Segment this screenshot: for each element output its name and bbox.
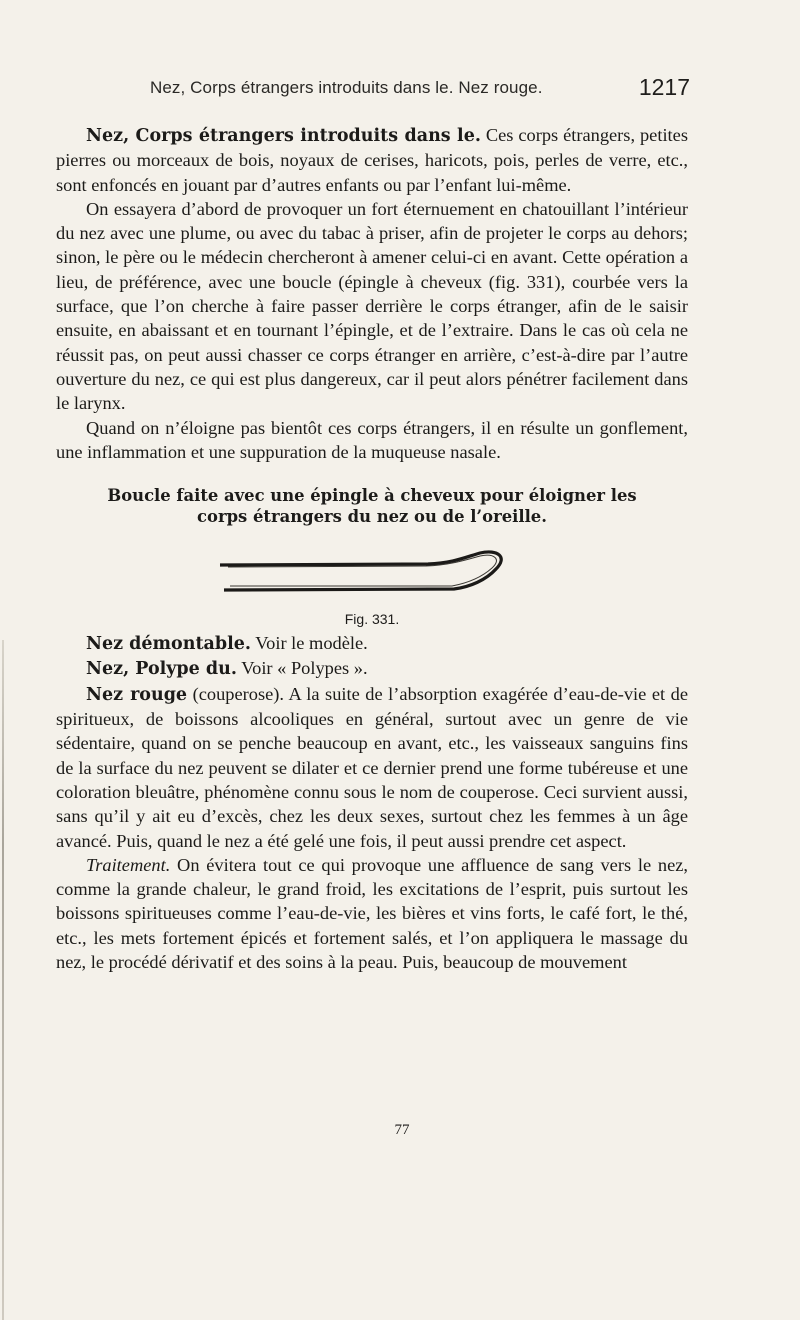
page-edge-shadow (2, 640, 4, 1320)
figure-331 (56, 527, 688, 631)
paragraph: On essayera d’abord de provoquer un fort éternuement en chatouillant l’intérieur du nez avec une plume, ou avec du tabac à priser, afin de projeter le corps au dehors; sinon, le père ou le médecin chercheront à amener celui-ci en avant. Cette opération a lieu, de préférence, avec une boucle (épingle à cheveux (fig. 331), courbée vers la surface, que l’on cherche à faire passer derrière le corps étranger, afin de le saisir ensuite, en abaissant et en tournant l’épingle, et de l’extraire. Dans le cas où cela ne réussit pas, on peut aussi chasser ce corps étranger en arrière, c’est-à-dire par l’autre ouverture du nez, ce qui est plus dangereux, car il peut alors pénétrer facilement dans le larynx. (56, 198, 688, 414)
hairpin-illustration (218, 545, 518, 601)
page-body (56, 123, 688, 974)
figure-caption (56, 485, 688, 527)
entry-red-nose (56, 682, 688, 853)
entry-text: Voir « Polypes ». (241, 658, 368, 679)
caption-line: Boucle faite avec une épingle à cheveux pour éloigner les (107, 486, 637, 506)
treatment-label: Traitement. (86, 854, 171, 875)
entry-text: Ces corps étrangers, petites pierres ou morceaux de bois, noyaux de cerises, haricots, pois, perles de verre, etc., sont enfoncés en jouant par d’autres enfants ou par l’enfant lui-même. (56, 125, 688, 195)
entry-removable-nose (56, 631, 688, 656)
treatment-paragraph (56, 853, 688, 974)
entry-headword: Nez, Polype du. (86, 659, 237, 680)
entry-text: Voir le modèle. (255, 633, 368, 654)
treatment-text: On évitera tout ce qui provoque une affluence de sang vers le nez, comme la grande chaleur, le grand froid, les excitations de l’esprit, puis surtout les boissons spiritueuses comme l’eau-de-vie, les bières et vins forts, le café fort, le thé, etc., les mets fortement épicés et fortement salés, et l’on appliquera le massage du nez, le procédé dérivatif et des soins à la peau. Puis, beaucoup de mouvement (56, 854, 688, 973)
entry-foreign-bodies (56, 123, 688, 197)
page-number: 1217 (638, 74, 690, 100)
entry-headword: Nez démontable. (86, 634, 251, 655)
caption-line: corps étrangers du nez ou de l’oreille. (197, 507, 547, 527)
running-head: Nez, Corps étrangers introduits dans le. Nez rouge. (150, 78, 543, 97)
entry-headword: Nez, Corps étrangers introduits dans le. (86, 126, 481, 146)
entry-headword: Nez rouge (86, 684, 188, 705)
signature-mark: 77 (394, 1122, 410, 1138)
entry-nasal-polyp (56, 656, 688, 681)
page-header (150, 74, 690, 104)
paragraph: Quand on n’éloigne pas bientôt ces corps étrangers, il en résulte un gonflement, une inflammation et une suppuration de la muqueuse nasale. (56, 417, 688, 462)
figure-label: Fig. 331. (344, 611, 400, 628)
entry-text: (couperose). A la suite de l’absorption exagérée d’eau-de-vie et de spiritueux, de boissons alcooliques en général, surtout avec un genre de vie sédentaire, quand on se penche beaucoup en avant, etc., les vaisseaux sanguins fins de la surface du nez peuvent se dilater et ce dernier prend une forme tubéreuse et une coloration bleuâtre, phénomène connu sous le nom de couperose. Ceci survient aussi, sans qu’il y ait eu d’excès, chez les deux sexes, surtout chez les femmes à un âge avancé. Puis, quand le nez a été gelé une fois, il peut aussi prendre cet aspect. (56, 683, 688, 851)
